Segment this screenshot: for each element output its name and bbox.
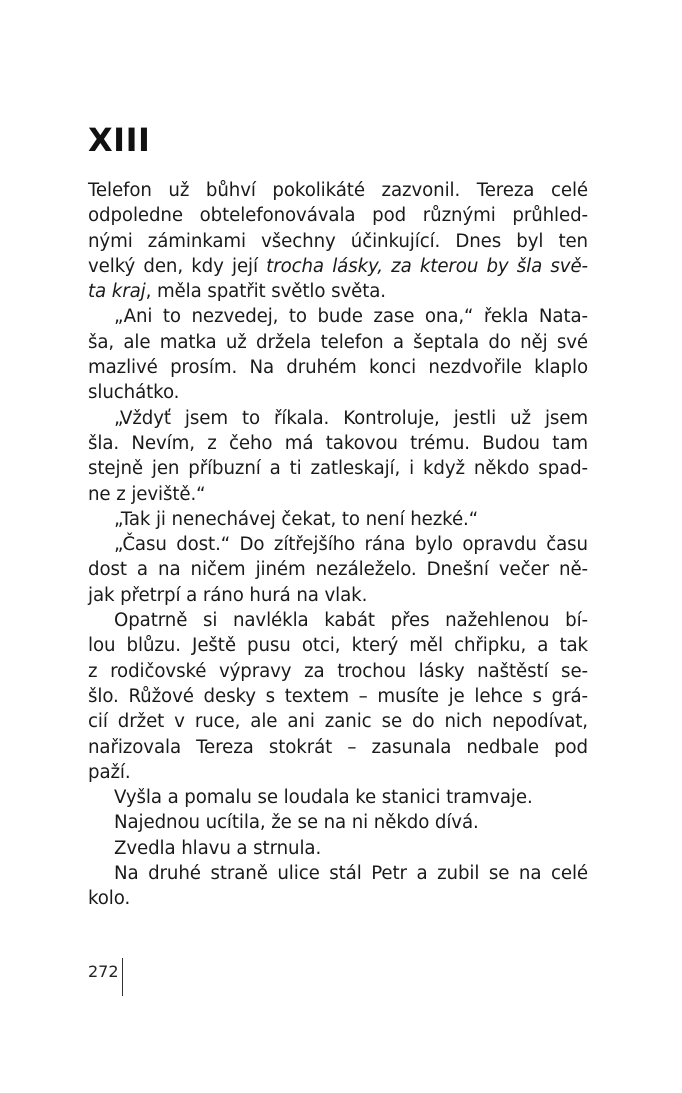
text-line: Zvedla hlavu a strnula. (114, 837, 322, 859)
text-line: „Vždyť jsem to říkala. Kontroluje, jestli už jsem (114, 407, 588, 429)
text-line: šla. Nevím, z čeho má takovou trému. Budou tam (88, 432, 588, 454)
text-line: sluchátko. (88, 382, 180, 404)
paragraph (88, 836, 588, 861)
text-line: nými záminkami všechny účinkující. Dnes byl ten (88, 230, 588, 252)
text-line: „Času dost.“ Do zítřejšího rána bylo opravdu času (114, 534, 588, 556)
page-number: 272 (88, 962, 119, 981)
paragraph (88, 304, 588, 405)
body-text (88, 178, 588, 912)
text-line: lou blůzu. Ještě pusu otci, který měl chřipku, a tak (88, 635, 588, 657)
paragraph (88, 810, 588, 835)
text-line: „Ani to nezvedej, to bude zase ona,“ řekla Nata- (114, 306, 588, 328)
italic-title-phrase: trocha lásky, za kterou by šla svě- (266, 255, 588, 277)
text-line: Opatrně si navlékla kabát přes nažehlenou bí- (114, 610, 588, 632)
text-line: stejně jen příbuzní a ti zatleskají, i když někdo spad- (88, 458, 588, 480)
text-line: Na druhé straně ulice stál Petr a zubil se na celé (114, 863, 588, 885)
chapter-title: XIII (88, 121, 151, 159)
text-line: ta kraj, měla spatřit světlo světa. (88, 281, 386, 303)
paragraph (88, 178, 588, 304)
paragraph (88, 406, 588, 507)
text-line: nařizovala Tereza stokrát – zasunala nedbale pod (88, 736, 588, 758)
paragraph (88, 861, 588, 912)
text-line: „Tak ji nenechávej čekat, to není hezké.“ (114, 508, 479, 530)
text-line: velký den, kdy její trocha lásky, za kterou by šla svě- (88, 255, 588, 277)
text-line: dost a na ničem jiném nezáleželo. Dnešní večer ně- (88, 559, 588, 581)
text-line: kolo. (88, 888, 131, 910)
text-line: odpoledne obtelefonovávala pod různými průhled- (88, 205, 588, 227)
text-line: Najednou ucítila, že se na ni někdo dívá. (114, 812, 479, 834)
text-line: jak přetrpí a ráno hurá na vlak. (88, 584, 368, 606)
paragraph (88, 785, 588, 810)
paragraph (88, 507, 588, 532)
text-line: paží. (88, 761, 131, 783)
text-line: mazlivé prosím. Na druhém konci nezdvořile klaplo (88, 357, 588, 379)
text-line: cií držet v ruce, ale ani zanic se do nich nepodívat, (88, 711, 588, 733)
text-line: Telefon už bůhví pokolikáté zazvonil. Tereza celé (88, 180, 588, 201)
text-line-italic-phrase (88, 279, 588, 304)
text-line: ne z jeviště.“ (88, 483, 206, 505)
text-line: ša, ale matka už držela telefon a šeptala do něj své (88, 331, 588, 353)
text-line-italic-phrase (88, 254, 588, 279)
text-line: Vyšla a pomalu se loudala ke stanici tramvaje. (114, 787, 533, 809)
text-line: šlo. Růžové desky s textem – musíte je lehce s grá- (88, 685, 588, 707)
text-line: z rodičovské výpravy za trochou lásky naštěstí se- (88, 660, 588, 682)
paragraph (88, 532, 588, 608)
paragraph (88, 608, 588, 785)
italic-title-phrase: ta kraj (88, 281, 146, 303)
page-number-rule (122, 958, 123, 996)
